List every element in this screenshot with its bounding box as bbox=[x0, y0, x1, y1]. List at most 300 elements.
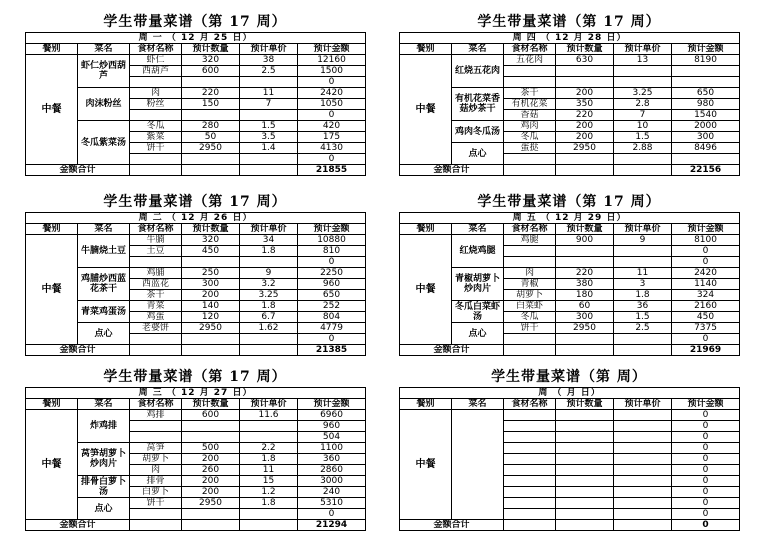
total-label: 金额合计 bbox=[400, 345, 504, 356]
amount-cell: 650 bbox=[672, 88, 740, 99]
meal-label: 中餐 bbox=[26, 55, 78, 165]
dish-name: 炸鸡排 bbox=[78, 410, 130, 443]
amount-cell: 0 bbox=[672, 246, 740, 257]
ingredient-cell bbox=[504, 257, 556, 268]
column-header-price: 预计单价 bbox=[614, 399, 672, 410]
total-label: 金额合计 bbox=[26, 520, 130, 531]
ingredient-cell bbox=[130, 334, 182, 345]
amount-cell: 2420 bbox=[298, 88, 366, 99]
price-cell: 2.88 bbox=[614, 143, 672, 154]
menu-block-blank bbox=[399, 367, 739, 531]
ingredient-cell: 白萝卜 bbox=[130, 487, 182, 498]
qty-cell: 2950 bbox=[182, 498, 240, 509]
amount-cell: 4779 bbox=[298, 323, 366, 334]
qty-cell: 2950 bbox=[182, 143, 240, 154]
ingredient-cell: 青菜 bbox=[130, 301, 182, 312]
column-header-amount: 预计金额 bbox=[298, 399, 366, 410]
ingredient-cell bbox=[130, 110, 182, 121]
price-cell: 38 bbox=[240, 55, 298, 66]
qty-cell bbox=[556, 465, 614, 476]
amount-cell: 3000 bbox=[298, 476, 366, 487]
amount-cell: 8100 bbox=[672, 235, 740, 246]
price-cell: 3.25 bbox=[614, 88, 672, 99]
amount-cell: 1500 bbox=[298, 66, 366, 77]
qty-cell bbox=[182, 509, 240, 520]
amount-cell: 2420 bbox=[672, 268, 740, 279]
amount-cell: 2250 bbox=[298, 268, 366, 279]
amount-cell: 240 bbox=[298, 487, 366, 498]
qty-cell bbox=[556, 410, 614, 421]
dish-name: 青椒胡萝卜炒肉片 bbox=[452, 268, 504, 301]
dish-name: 肉沫粉丝 bbox=[78, 88, 130, 121]
qty-cell: 50 bbox=[182, 132, 240, 143]
ingredient-cell: 肉 bbox=[130, 88, 182, 99]
price-cell: 3.5 bbox=[240, 132, 298, 143]
qty-cell bbox=[556, 454, 614, 465]
price-cell: 15 bbox=[240, 476, 298, 487]
qty-cell: 250 bbox=[182, 268, 240, 279]
menu-table bbox=[399, 32, 740, 176]
ingredient-cell: 茶干 bbox=[504, 88, 556, 99]
menu-block-thursday bbox=[399, 12, 739, 176]
meal-label: 中餐 bbox=[400, 55, 452, 165]
ingredient-cell: 鸡肉 bbox=[504, 121, 556, 132]
ingredient-cell: 西蓝花 bbox=[130, 279, 182, 290]
amount-cell: 4130 bbox=[298, 143, 366, 154]
ingredient-cell: 有机花菜 bbox=[504, 99, 556, 110]
qty-cell: 300 bbox=[182, 279, 240, 290]
empty-cell bbox=[614, 345, 672, 356]
table-row bbox=[26, 410, 366, 421]
amount-cell: 360 bbox=[298, 454, 366, 465]
amount-cell: 0 bbox=[672, 257, 740, 268]
ingredient-cell: 冬瓜 bbox=[504, 312, 556, 323]
price-cell: 1.5 bbox=[614, 132, 672, 143]
column-header-price: 预计单价 bbox=[240, 44, 298, 55]
price-cell bbox=[614, 443, 672, 454]
empty-cell bbox=[182, 345, 240, 356]
amount-cell: 0 bbox=[672, 334, 740, 345]
column-header-amount: 预计金额 bbox=[672, 224, 740, 235]
menu-block-tuesday bbox=[25, 192, 365, 356]
price-cell bbox=[240, 110, 298, 121]
total-amount: 21294 bbox=[298, 520, 366, 531]
column-header-amount: 预计金额 bbox=[298, 224, 366, 235]
amount-cell bbox=[672, 66, 740, 77]
amount-cell: 0 bbox=[298, 334, 366, 345]
price-cell bbox=[614, 465, 672, 476]
price-cell: 11 bbox=[240, 465, 298, 476]
amount-cell: 8496 bbox=[672, 143, 740, 154]
qty-cell bbox=[182, 421, 240, 432]
qty-cell bbox=[182, 257, 240, 268]
price-cell: 11.6 bbox=[240, 410, 298, 421]
ingredient-cell: 排骨 bbox=[130, 476, 182, 487]
price-cell: 1.8 bbox=[240, 246, 298, 257]
amount-cell: 804 bbox=[298, 312, 366, 323]
empty-cell bbox=[130, 345, 182, 356]
qty-cell: 380 bbox=[556, 279, 614, 290]
empty-cell bbox=[504, 345, 556, 356]
qty-cell: 2950 bbox=[556, 143, 614, 154]
amount-cell: 0 bbox=[298, 509, 366, 520]
empty-cell bbox=[556, 345, 614, 356]
dish-name: 青菜鸡蛋汤 bbox=[78, 301, 130, 323]
amount-cell: 0 bbox=[298, 77, 366, 88]
qty-cell: 200 bbox=[182, 454, 240, 465]
empty-cell bbox=[240, 520, 298, 531]
price-cell: 9 bbox=[240, 268, 298, 279]
amount-cell: 1540 bbox=[672, 110, 740, 121]
price-cell bbox=[614, 334, 672, 345]
amount-cell: 0 bbox=[672, 454, 740, 465]
price-cell: 1.4 bbox=[240, 143, 298, 154]
price-cell bbox=[240, 257, 298, 268]
qty-cell bbox=[556, 257, 614, 268]
ingredient-cell bbox=[504, 334, 556, 345]
ingredient-cell bbox=[504, 66, 556, 77]
price-cell bbox=[240, 421, 298, 432]
price-cell: 11 bbox=[614, 268, 672, 279]
qty-cell: 60 bbox=[556, 301, 614, 312]
price-cell bbox=[240, 432, 298, 443]
dish-name: 点心 bbox=[78, 498, 130, 520]
qty-cell bbox=[556, 246, 614, 257]
qty-cell: 320 bbox=[182, 235, 240, 246]
ingredient-cell: 五花肉 bbox=[504, 55, 556, 66]
qty-cell bbox=[182, 334, 240, 345]
empty-cell bbox=[130, 165, 182, 176]
amount-cell: 0 bbox=[672, 476, 740, 487]
amount-cell: 175 bbox=[298, 132, 366, 143]
empty-cell bbox=[614, 520, 672, 531]
column-header-amount: 预计金额 bbox=[298, 44, 366, 55]
amount-cell: 450 bbox=[672, 312, 740, 323]
menu-table bbox=[399, 212, 740, 356]
qty-cell: 120 bbox=[182, 312, 240, 323]
price-cell bbox=[614, 66, 672, 77]
ingredient-cell: 鸡蛋 bbox=[130, 312, 182, 323]
qty-cell: 200 bbox=[182, 476, 240, 487]
qty-cell bbox=[556, 476, 614, 487]
amount-cell: 300 bbox=[672, 132, 740, 143]
meal-label: 中餐 bbox=[26, 235, 78, 345]
menu-title: 学生带量菜谱（第 17 周） bbox=[477, 194, 661, 210]
qty-cell bbox=[556, 498, 614, 509]
column-header-price: 预计单价 bbox=[614, 44, 672, 55]
price-cell bbox=[614, 476, 672, 487]
amount-cell: 5310 bbox=[298, 498, 366, 509]
amount-cell: 8190 bbox=[672, 55, 740, 66]
column-header-ingredient: 食材名称 bbox=[130, 224, 182, 235]
ingredient-cell bbox=[504, 498, 556, 509]
column-header-ingredient: 食材名称 bbox=[130, 399, 182, 410]
price-cell bbox=[614, 509, 672, 520]
ingredient-cell bbox=[504, 432, 556, 443]
qty-cell: 150 bbox=[182, 99, 240, 110]
empty-cell bbox=[130, 520, 182, 531]
price-cell bbox=[240, 77, 298, 88]
qty-cell: 320 bbox=[182, 55, 240, 66]
ingredient-cell: 白菜虾 bbox=[504, 301, 556, 312]
ingredient-cell: 肉 bbox=[130, 465, 182, 476]
dish-name: 鸡肉冬瓜汤 bbox=[452, 121, 504, 143]
qty-cell: 200 bbox=[182, 487, 240, 498]
dish-name: 莴笋胡萝卜炒肉片 bbox=[78, 443, 130, 476]
ingredient-cell: 冬瓜 bbox=[504, 132, 556, 143]
menu-table bbox=[25, 212, 366, 356]
day-date-row: 周 二 （ 12 月 26 日） bbox=[26, 213, 366, 224]
price-cell bbox=[614, 454, 672, 465]
amount-cell: 810 bbox=[298, 246, 366, 257]
ingredient-cell: 香菇 bbox=[504, 110, 556, 121]
qty-cell bbox=[556, 509, 614, 520]
ingredient-cell bbox=[504, 454, 556, 465]
day-date-row: 周 三 （ 12 月 27 日） bbox=[26, 388, 366, 399]
price-cell: 2.8 bbox=[614, 99, 672, 110]
amount-cell: 980 bbox=[672, 99, 740, 110]
ingredient-cell: 虾仁 bbox=[130, 55, 182, 66]
column-header-dish: 菜名 bbox=[452, 44, 504, 55]
ingredient-cell: 牛腩 bbox=[130, 235, 182, 246]
ingredient-cell bbox=[504, 154, 556, 165]
amount-cell: 0 bbox=[672, 421, 740, 432]
qty-cell: 900 bbox=[556, 235, 614, 246]
ingredient-cell bbox=[504, 77, 556, 88]
qty-cell bbox=[556, 421, 614, 432]
empty-cell bbox=[240, 345, 298, 356]
price-cell bbox=[614, 246, 672, 257]
ingredient-cell: 饼干 bbox=[130, 498, 182, 509]
column-header-meal: 餐别 bbox=[26, 44, 78, 55]
amount-cell bbox=[672, 154, 740, 165]
price-cell: 1.5 bbox=[240, 121, 298, 132]
meal-label: 中餐 bbox=[400, 410, 452, 520]
amount-cell: 6960 bbox=[298, 410, 366, 421]
dish-name: 冬瓜紫菜汤 bbox=[78, 121, 130, 165]
ingredient-cell: 饼干 bbox=[130, 143, 182, 154]
day-date-row: 周 四 （ 12 月 28 日） bbox=[400, 33, 740, 44]
column-header-dish: 菜名 bbox=[78, 44, 130, 55]
qty-cell: 200 bbox=[556, 121, 614, 132]
amount-cell: 0 bbox=[672, 410, 740, 421]
column-header-amount: 预计金额 bbox=[672, 44, 740, 55]
column-header-dish: 菜名 bbox=[452, 399, 504, 410]
table-row bbox=[400, 235, 740, 246]
dish-name: 红烧五花肉 bbox=[452, 55, 504, 88]
qty-cell: 200 bbox=[556, 88, 614, 99]
qty-cell: 600 bbox=[182, 410, 240, 421]
menu-title: 学生带量菜谱（第 17 周） bbox=[103, 14, 287, 30]
ingredient-cell bbox=[130, 257, 182, 268]
qty-cell: 500 bbox=[182, 443, 240, 454]
price-cell bbox=[240, 334, 298, 345]
amount-cell: 0 bbox=[672, 509, 740, 520]
amount-cell: 12160 bbox=[298, 55, 366, 66]
price-cell: 2.5 bbox=[614, 323, 672, 334]
price-cell: 3.25 bbox=[240, 290, 298, 301]
dish-name: 点心 bbox=[452, 143, 504, 165]
amount-cell: 2000 bbox=[672, 121, 740, 132]
amount-cell: 960 bbox=[298, 279, 366, 290]
qty-cell bbox=[182, 77, 240, 88]
empty-cell bbox=[182, 165, 240, 176]
menu-title: 学生带量菜谱（第 17 周） bbox=[477, 14, 661, 30]
amount-cell: 0 bbox=[672, 487, 740, 498]
amount-cell bbox=[672, 77, 740, 88]
qty-cell: 220 bbox=[556, 268, 614, 279]
amount-cell: 650 bbox=[298, 290, 366, 301]
qty-cell bbox=[556, 487, 614, 498]
column-header-meal: 餐别 bbox=[400, 399, 452, 410]
amount-cell: 0 bbox=[672, 432, 740, 443]
ingredient-cell: 饼干 bbox=[504, 323, 556, 334]
ingredient-cell: 莴笋 bbox=[130, 443, 182, 454]
amount-cell: 420 bbox=[298, 121, 366, 132]
ingredient-cell bbox=[504, 443, 556, 454]
price-cell: 3 bbox=[614, 279, 672, 290]
ingredient-cell: 紫菜 bbox=[130, 132, 182, 143]
ingredient-cell: 老婆饼 bbox=[130, 323, 182, 334]
amount-cell: 7375 bbox=[672, 323, 740, 334]
amount-cell: 504 bbox=[298, 432, 366, 443]
table-row bbox=[400, 55, 740, 66]
day-date-row: 周 一 （ 12 月 25 日） bbox=[26, 33, 366, 44]
price-cell: 1.62 bbox=[240, 323, 298, 334]
qty-cell: 450 bbox=[182, 246, 240, 257]
ingredient-cell bbox=[504, 476, 556, 487]
column-header-meal: 餐别 bbox=[26, 224, 78, 235]
dish-name: 红烧鸡腿 bbox=[452, 235, 504, 268]
ingredient-cell: 西葫芦 bbox=[130, 66, 182, 77]
ingredient-cell: 土豆 bbox=[130, 246, 182, 257]
ingredient-cell: 胡萝卜 bbox=[130, 454, 182, 465]
ingredient-cell: 蛋挞 bbox=[504, 143, 556, 154]
ingredient-cell bbox=[504, 509, 556, 520]
price-cell: 34 bbox=[240, 235, 298, 246]
amount-cell: 0 bbox=[672, 498, 740, 509]
ingredient-cell: 茶干 bbox=[130, 290, 182, 301]
amount-cell: 0 bbox=[298, 257, 366, 268]
amount-cell: 2860 bbox=[298, 465, 366, 476]
ingredient-cell: 鸡脯 bbox=[130, 268, 182, 279]
dish-name bbox=[452, 410, 504, 520]
column-header-meal: 餐别 bbox=[26, 399, 78, 410]
dish-name: 牛腩烧土豆 bbox=[78, 235, 130, 268]
ingredient-cell bbox=[130, 77, 182, 88]
ingredient-cell bbox=[504, 410, 556, 421]
total-amount: 22156 bbox=[672, 165, 740, 176]
qty-cell: 300 bbox=[556, 312, 614, 323]
amount-cell: 324 bbox=[672, 290, 740, 301]
menu-block-friday bbox=[399, 192, 739, 356]
column-header-qty: 预计数量 bbox=[182, 224, 240, 235]
price-cell bbox=[614, 410, 672, 421]
price-cell bbox=[614, 498, 672, 509]
menu-block-wednesday bbox=[25, 367, 365, 531]
price-cell: 7 bbox=[614, 110, 672, 121]
ingredient-cell bbox=[504, 465, 556, 476]
qty-cell: 2950 bbox=[182, 323, 240, 334]
column-header-qty: 预计数量 bbox=[182, 44, 240, 55]
total-amount: 21969 bbox=[672, 345, 740, 356]
column-header-meal: 餐别 bbox=[400, 224, 452, 235]
amount-cell: 0 bbox=[298, 154, 366, 165]
menu-table bbox=[25, 387, 366, 531]
price-cell: 1.8 bbox=[240, 498, 298, 509]
price-cell: 1.8 bbox=[240, 301, 298, 312]
price-cell bbox=[614, 77, 672, 88]
empty-cell bbox=[556, 165, 614, 176]
day-date-row: 周 （ 月 日） bbox=[400, 388, 740, 399]
price-cell bbox=[614, 432, 672, 443]
ingredient-cell bbox=[130, 421, 182, 432]
qty-cell: 600 bbox=[182, 66, 240, 77]
amount-cell: 1100 bbox=[298, 443, 366, 454]
ingredient-cell bbox=[130, 154, 182, 165]
price-cell: 3.2 bbox=[240, 279, 298, 290]
price-cell: 1.8 bbox=[240, 454, 298, 465]
column-header-qty: 预计数量 bbox=[556, 44, 614, 55]
total-amount: 21385 bbox=[298, 345, 366, 356]
total-label: 金额合计 bbox=[26, 165, 130, 176]
price-cell bbox=[614, 421, 672, 432]
price-cell: 36 bbox=[614, 301, 672, 312]
dish-name: 冬瓜白菜虾汤 bbox=[452, 301, 504, 323]
qty-cell: 630 bbox=[556, 55, 614, 66]
ingredient-cell: 冬瓜 bbox=[130, 121, 182, 132]
amount-cell: 252 bbox=[298, 301, 366, 312]
price-cell bbox=[614, 257, 672, 268]
menu-title: 学生带量菜谱（第 17 周） bbox=[103, 194, 287, 210]
amount-cell: 1050 bbox=[298, 99, 366, 110]
qty-cell: 260 bbox=[182, 465, 240, 476]
menu-table bbox=[25, 32, 366, 176]
dish-name: 虾仁炒西葫芦 bbox=[78, 55, 130, 88]
price-cell: 6.7 bbox=[240, 312, 298, 323]
qty-cell: 200 bbox=[556, 132, 614, 143]
total-amount: 0 bbox=[672, 520, 740, 531]
ingredient-cell: 鸡腿 bbox=[504, 235, 556, 246]
qty-cell bbox=[556, 66, 614, 77]
column-header-price: 预计单价 bbox=[614, 224, 672, 235]
qty-cell bbox=[182, 432, 240, 443]
total-label: 金额合计 bbox=[400, 165, 504, 176]
price-cell: 10 bbox=[614, 121, 672, 132]
column-header-qty: 预计数量 bbox=[556, 399, 614, 410]
ingredient-cell bbox=[130, 432, 182, 443]
empty-cell bbox=[240, 165, 298, 176]
dish-name: 点心 bbox=[78, 323, 130, 345]
price-cell bbox=[240, 509, 298, 520]
column-header-price: 预计单价 bbox=[240, 224, 298, 235]
menu-title: 学生带量菜谱（第 17 周） bbox=[103, 369, 287, 385]
column-header-qty: 预计数量 bbox=[182, 399, 240, 410]
menu-table bbox=[399, 387, 740, 531]
qty-cell bbox=[556, 443, 614, 454]
total-label: 金额合计 bbox=[400, 520, 504, 531]
column-header-price: 预计单价 bbox=[240, 399, 298, 410]
ingredient-cell bbox=[504, 246, 556, 257]
column-header-ingredient: 食材名称 bbox=[130, 44, 182, 55]
qty-cell: 220 bbox=[556, 110, 614, 121]
ingredient-cell bbox=[504, 487, 556, 498]
day-date-row: 周 五 （ 12 月 29 日） bbox=[400, 213, 740, 224]
qty-cell: 2950 bbox=[556, 323, 614, 334]
column-header-ingredient: 食材名称 bbox=[504, 399, 556, 410]
menu-title: 学生带量菜谱（第 周） bbox=[491, 369, 647, 385]
total-label: 金额合计 bbox=[26, 345, 130, 356]
